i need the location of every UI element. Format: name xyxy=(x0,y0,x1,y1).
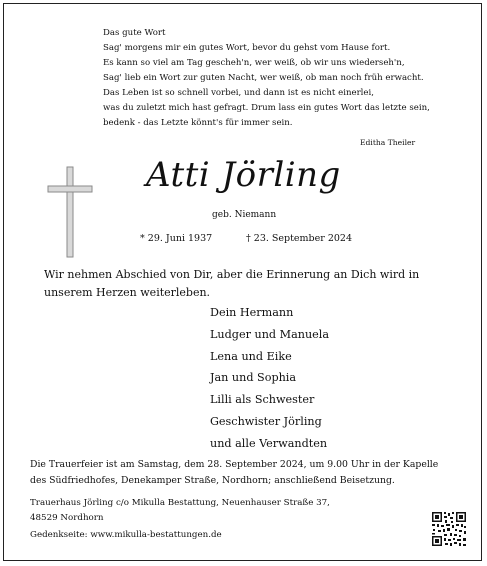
mourner: Jan und Sophia xyxy=(210,371,297,385)
address-line: Trauerhaus Jörling c/o Mikulla Bestattung, Neuenhauser Straße 37, xyxy=(30,498,330,508)
service-info xyxy=(30,457,470,489)
service-line: des Südfriedhofes, Denekamper Straße, Nordhorn; anschließend Beisetzung. xyxy=(30,475,395,486)
mourners-list xyxy=(210,302,329,455)
death-date: † 23. September 2024 xyxy=(246,233,352,244)
mourner: Dein Hermann xyxy=(210,306,294,319)
cross-icon xyxy=(47,166,93,258)
farewell-text: Wir nehmen Abschied von Dir, aber die Erinnerung an Dich wird in unserem Herzen weiterleben. xyxy=(44,268,420,299)
memorial-website[interactable]: Gedenkseite: www.mikulla-bestattungen.de xyxy=(30,530,222,540)
poem-line: Das Leben ist so schnell vorbei, und dann ist es nicht einerlei, xyxy=(103,88,374,98)
birth-date: * 29. Juni 1937 xyxy=(140,233,213,244)
mourner: Lena und Eike xyxy=(210,349,292,363)
qr-code-icon[interactable] xyxy=(431,511,467,547)
maiden-name: geb. Niemann xyxy=(212,210,277,220)
poem xyxy=(103,26,443,131)
poem-line: was du zuletzt mich hast gefragt. Drum lass ein gutes Wort das letzte sein, xyxy=(103,103,430,113)
deceased-name: Atti Jörling xyxy=(146,155,341,195)
mourner: Geschwister Jörling xyxy=(210,414,322,428)
mourner: Ludger und Manuela xyxy=(210,327,330,341)
poem-line: Sag' morgens mir ein gutes Wort, bevor du gehst vom Hause fort. xyxy=(103,43,391,53)
poem-line: bedenk - das Letzte könnt's für immer sein. xyxy=(103,118,293,128)
service-line: Die Trauerfeier ist am Samstag, dem 28. September 2024, um 9.00 Uhr in der Kapelle xyxy=(30,459,439,470)
address-line: 48529 Nordhorn xyxy=(30,513,104,523)
poem-line: Es kann so viel am Tag gescheh'n, wer weiß, ob wir uns wiederseh'n, xyxy=(103,58,405,68)
address-info xyxy=(30,496,330,526)
poem-line: Sag' lieb ein Wort zur guten Nacht, wer weiß, ob man noch früh erwacht. xyxy=(103,73,424,83)
poem-author: Editha Theiler xyxy=(360,138,416,147)
mourner: Lilli als Schwester xyxy=(210,393,315,407)
mourner: und alle Verwandten xyxy=(210,436,328,450)
poem-title: Das gute Wort xyxy=(103,28,166,38)
